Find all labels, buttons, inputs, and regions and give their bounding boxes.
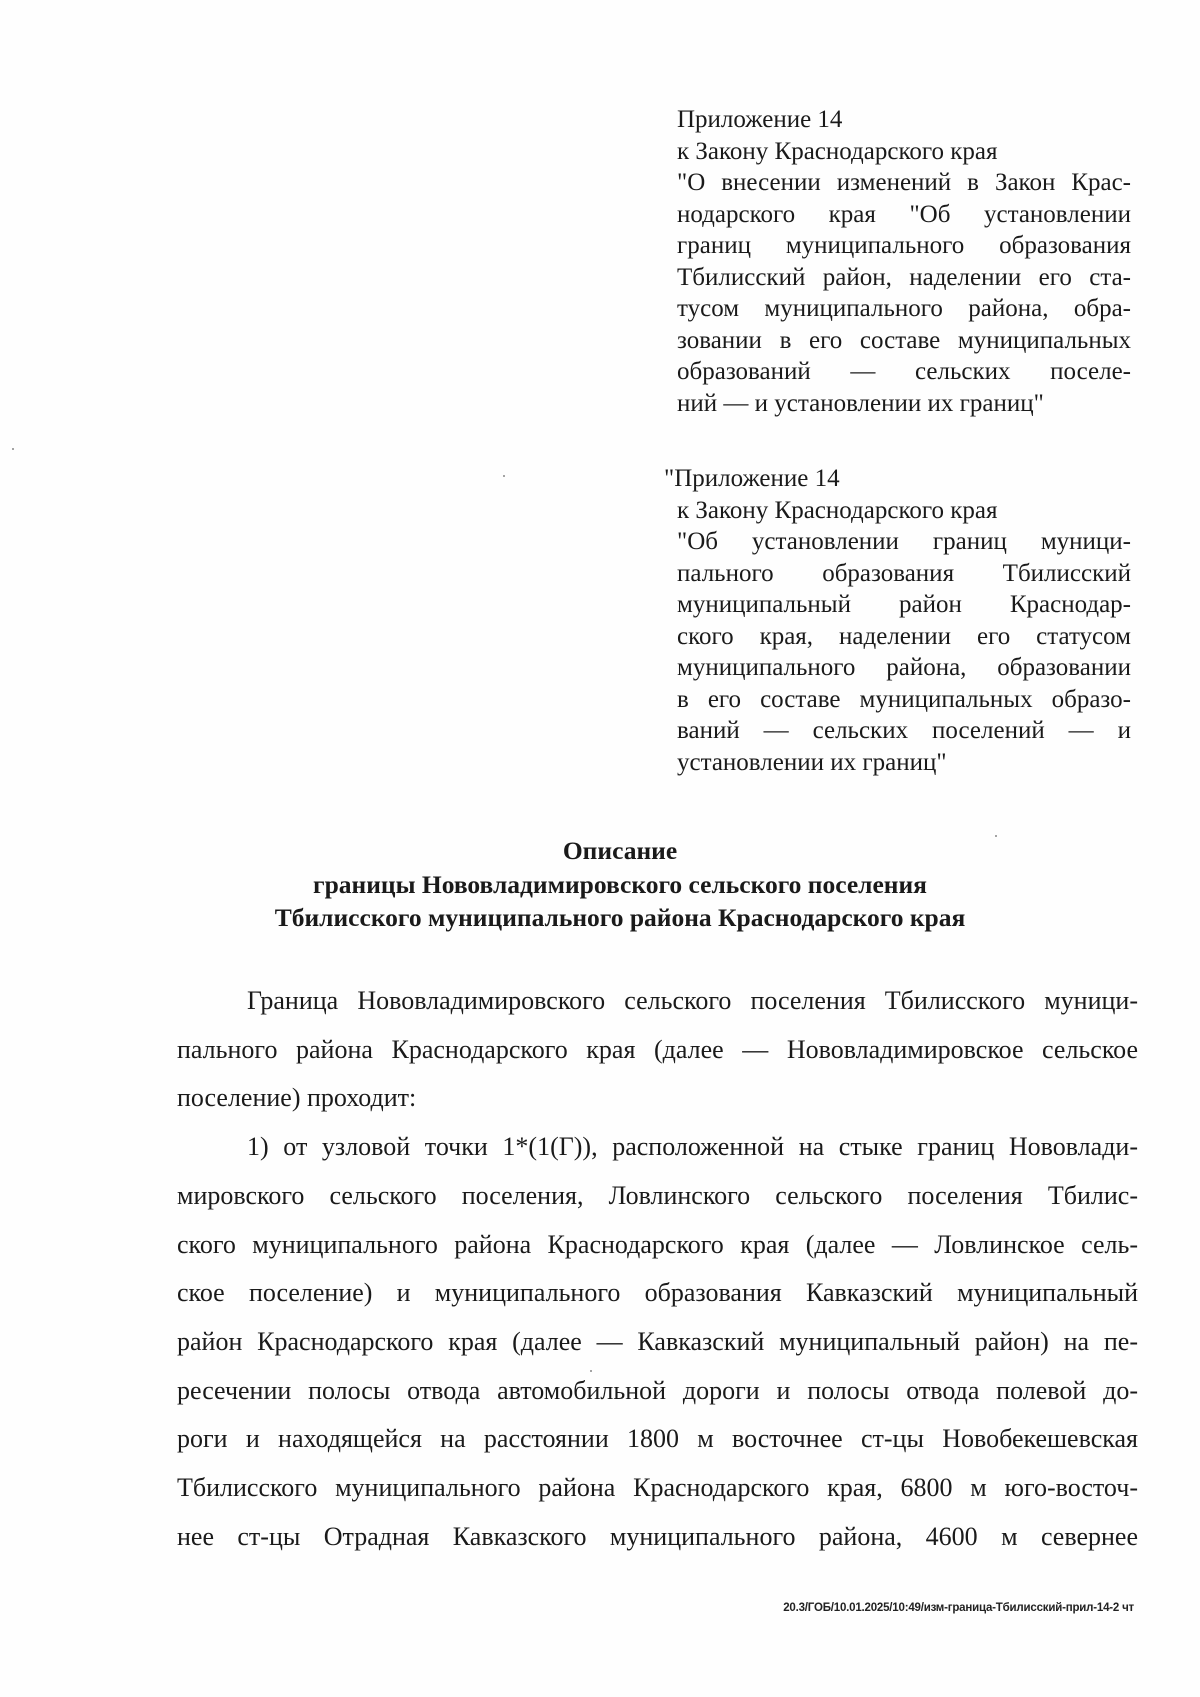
body-line: Тбилисского муниципального района Краснодарского края, 6800 м юго-восточ- xyxy=(177,1473,1138,1503)
appendix-line: тусом муниципального района, обра- xyxy=(677,295,1131,322)
appendix-reference-new xyxy=(664,463,1131,778)
appendix-line: образований — сельских поселе- xyxy=(677,358,1131,385)
scan-speck xyxy=(995,835,997,837)
appendix-line: к Закону Краснодарского края xyxy=(677,496,998,524)
appendix-line: Приложение 14 xyxy=(677,106,843,133)
appendix-line: границ муниципального образования xyxy=(677,232,1131,259)
body-line: мировского сельского поселения, Ловлинского сельского поселения Тбилис- xyxy=(177,1180,1138,1210)
footer-document-code: 20.3/ГОБ/10.01.2025/10:49/изм-граница-Тбилисский-прил-14-2 чт xyxy=(783,1602,1134,1614)
appendix-reference-current xyxy=(677,104,1131,419)
body-line: 1) от узловой точки 1*(1(Г)), расположенной на стыке границ Нововлади- xyxy=(247,1132,1138,1162)
scan-speck xyxy=(590,1370,592,1372)
appendix-line: установлении их границ" xyxy=(677,748,947,776)
scan-speck xyxy=(503,475,505,477)
appendix-line: нодарского края "Об установлении xyxy=(677,200,1131,228)
appendix-line: в его составе муниципальных образо- xyxy=(677,685,1131,713)
body-line: поселение) проходит: xyxy=(177,1083,417,1113)
appendix-line: "Об установлении границ муници- xyxy=(677,528,1131,555)
body-line: ское поселение) и муниципального образования Кавказский муниципальный xyxy=(177,1278,1138,1308)
title-line-1: Описание xyxy=(562,836,678,865)
title-line-2: границы Нововладимировского сельского поселения xyxy=(313,869,927,899)
body-line: нее ст-цы Отрадная Кавказского муниципального района, 4600 м севернее xyxy=(177,1521,1138,1551)
appendix-line: "О внесении изменений в Закон Крас- xyxy=(677,169,1131,196)
document-body xyxy=(177,977,1138,1561)
title-line-3: Тбилисского муниципального района Краснодарского края xyxy=(274,903,966,932)
appendix-line: ний — и установлении их границ" xyxy=(677,389,1044,417)
body-line: ского муниципального района Краснодарского края (далее — Ловлинское сель- xyxy=(177,1229,1138,1259)
appendix-line: ваний — сельских поселений — и xyxy=(677,717,1131,744)
appendix-line: пального образования Тбилисский xyxy=(677,559,1131,587)
appendix-line: муниципальный район Краснодар- xyxy=(677,591,1131,618)
appendix-line: Тбилисский район, наделении его ста- xyxy=(677,263,1131,291)
body-line: район Краснодарского края (далее — Кавказский муниципальный район) на пе- xyxy=(177,1326,1138,1356)
scan-speck xyxy=(12,448,14,450)
appendix-line: зовании в его составе муниципальных xyxy=(677,326,1131,354)
appendix-line: к Закону Краснодарского края xyxy=(677,137,998,165)
appendix-line: ского края, наделении его статусом xyxy=(677,622,1131,650)
body-line: пального района Краснодарского края (далее — Нововладимировское сельское xyxy=(177,1034,1138,1064)
body-line: ресечении полосы отвода автомобильной дороги и полосы отвода полевой до- xyxy=(177,1375,1138,1405)
body-line: роги и находящейся на расстоянии 1800 м восточнее ст-цы Новобекешевская xyxy=(177,1424,1138,1454)
document-title xyxy=(150,834,1090,935)
appendix-line: муниципального района, образовании xyxy=(677,654,1131,681)
body-line: Граница Нововладимировского сельского поселения Тбилисского муници- xyxy=(247,986,1138,1015)
appendix-line: "Приложение 14 xyxy=(664,465,840,492)
